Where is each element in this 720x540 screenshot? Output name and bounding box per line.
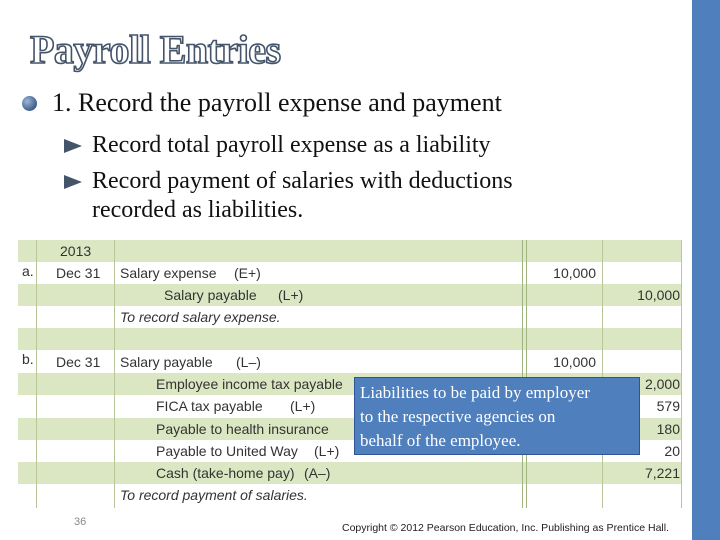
arrow-bullet-icon <box>64 139 82 153</box>
round-bullet-icon <box>22 96 37 111</box>
callout-line-2: to the respective agencies on <box>360 407 556 426</box>
copyright-notice: Copyright © 2012 Pearson Education, Inc. Publishing as Prentice Hall. <box>342 522 670 534</box>
entry-b-debit-amount: 10,000 <box>553 354 596 370</box>
entry-b-credit-tag-4: (L+) <box>314 443 340 459</box>
entry-a-credit-tag: (L+) <box>278 287 304 303</box>
callout-line-3: behalf of the employee. <box>360 431 521 450</box>
entry-b-credit-amount-4: 20 <box>664 443 680 459</box>
entry-a-credit-amount: 10,000 <box>637 287 680 303</box>
table-row <box>18 328 682 350</box>
table-row <box>18 284 682 306</box>
entry-b-credit-account-1: Employee income tax payable <box>156 376 343 392</box>
entry-b-credit-amount-2: 579 <box>656 398 680 414</box>
journal-year: 2013 <box>60 243 92 259</box>
main-bullet-text: 1. Record the payroll expense and payment <box>52 88 502 117</box>
entry-b-credit-account-3: Payable to health insurance <box>156 421 329 437</box>
entry-a-letter: a. <box>22 263 34 279</box>
entry-b-credit-account-5: Cash (take-home pay) <box>156 465 295 481</box>
entry-b-credit-account-4: Payable to United Way <box>156 443 298 459</box>
column-divider <box>681 240 682 508</box>
sub-bullet-2: Record payment of salaries with deductions <box>92 168 513 194</box>
entry-b-credit-amount-1: 2,000 <box>644 376 680 392</box>
right-accent-bar <box>692 0 720 540</box>
entry-a-debit-tag: (E+) <box>234 265 261 281</box>
callout-box <box>354 377 640 455</box>
callout-line-1: Liabilities to be paid by employer <box>360 383 590 402</box>
entry-b-memo: To record payment of salaries. <box>120 487 308 503</box>
entry-b-letter: b. <box>22 351 34 367</box>
entry-a-memo: To record salary expense. <box>120 309 281 325</box>
column-divider <box>36 240 37 508</box>
journal-table <box>18 240 682 508</box>
slide-number: 36 <box>74 516 87 528</box>
sub-bullet-2-continued: recorded as liabilities. <box>92 197 304 223</box>
entry-b-debit-tag: (L–) <box>236 354 261 370</box>
table-row <box>18 462 682 484</box>
entry-b-debit-account: Salary payable <box>120 354 213 370</box>
entry-a-credit-account: Salary payable <box>164 287 257 303</box>
arrow-bullet-icon <box>64 175 82 189</box>
entry-b-date: Dec 31 <box>56 354 101 370</box>
slide-title: Payroll Entries <box>30 27 281 72</box>
entry-a-debit-account: Salary expense <box>120 265 217 281</box>
entry-a-debit-amount: 10,000 <box>553 265 596 281</box>
entry-b-credit-tag-2: (L+) <box>290 398 316 414</box>
sub-bullet-1: Record total payroll expense as a liability <box>92 132 491 158</box>
table-row <box>18 240 682 262</box>
entry-b-credit-tag-5: (A–) <box>304 465 331 481</box>
entry-b-credit-amount-3: 180 <box>656 421 680 437</box>
entry-b-credit-account-2: FICA tax payable <box>156 398 263 414</box>
callout-text <box>360 381 590 453</box>
entry-b-credit-amount-5: 7,221 <box>644 465 680 481</box>
column-divider <box>114 240 115 508</box>
entry-a-date: Dec 31 <box>56 265 101 281</box>
